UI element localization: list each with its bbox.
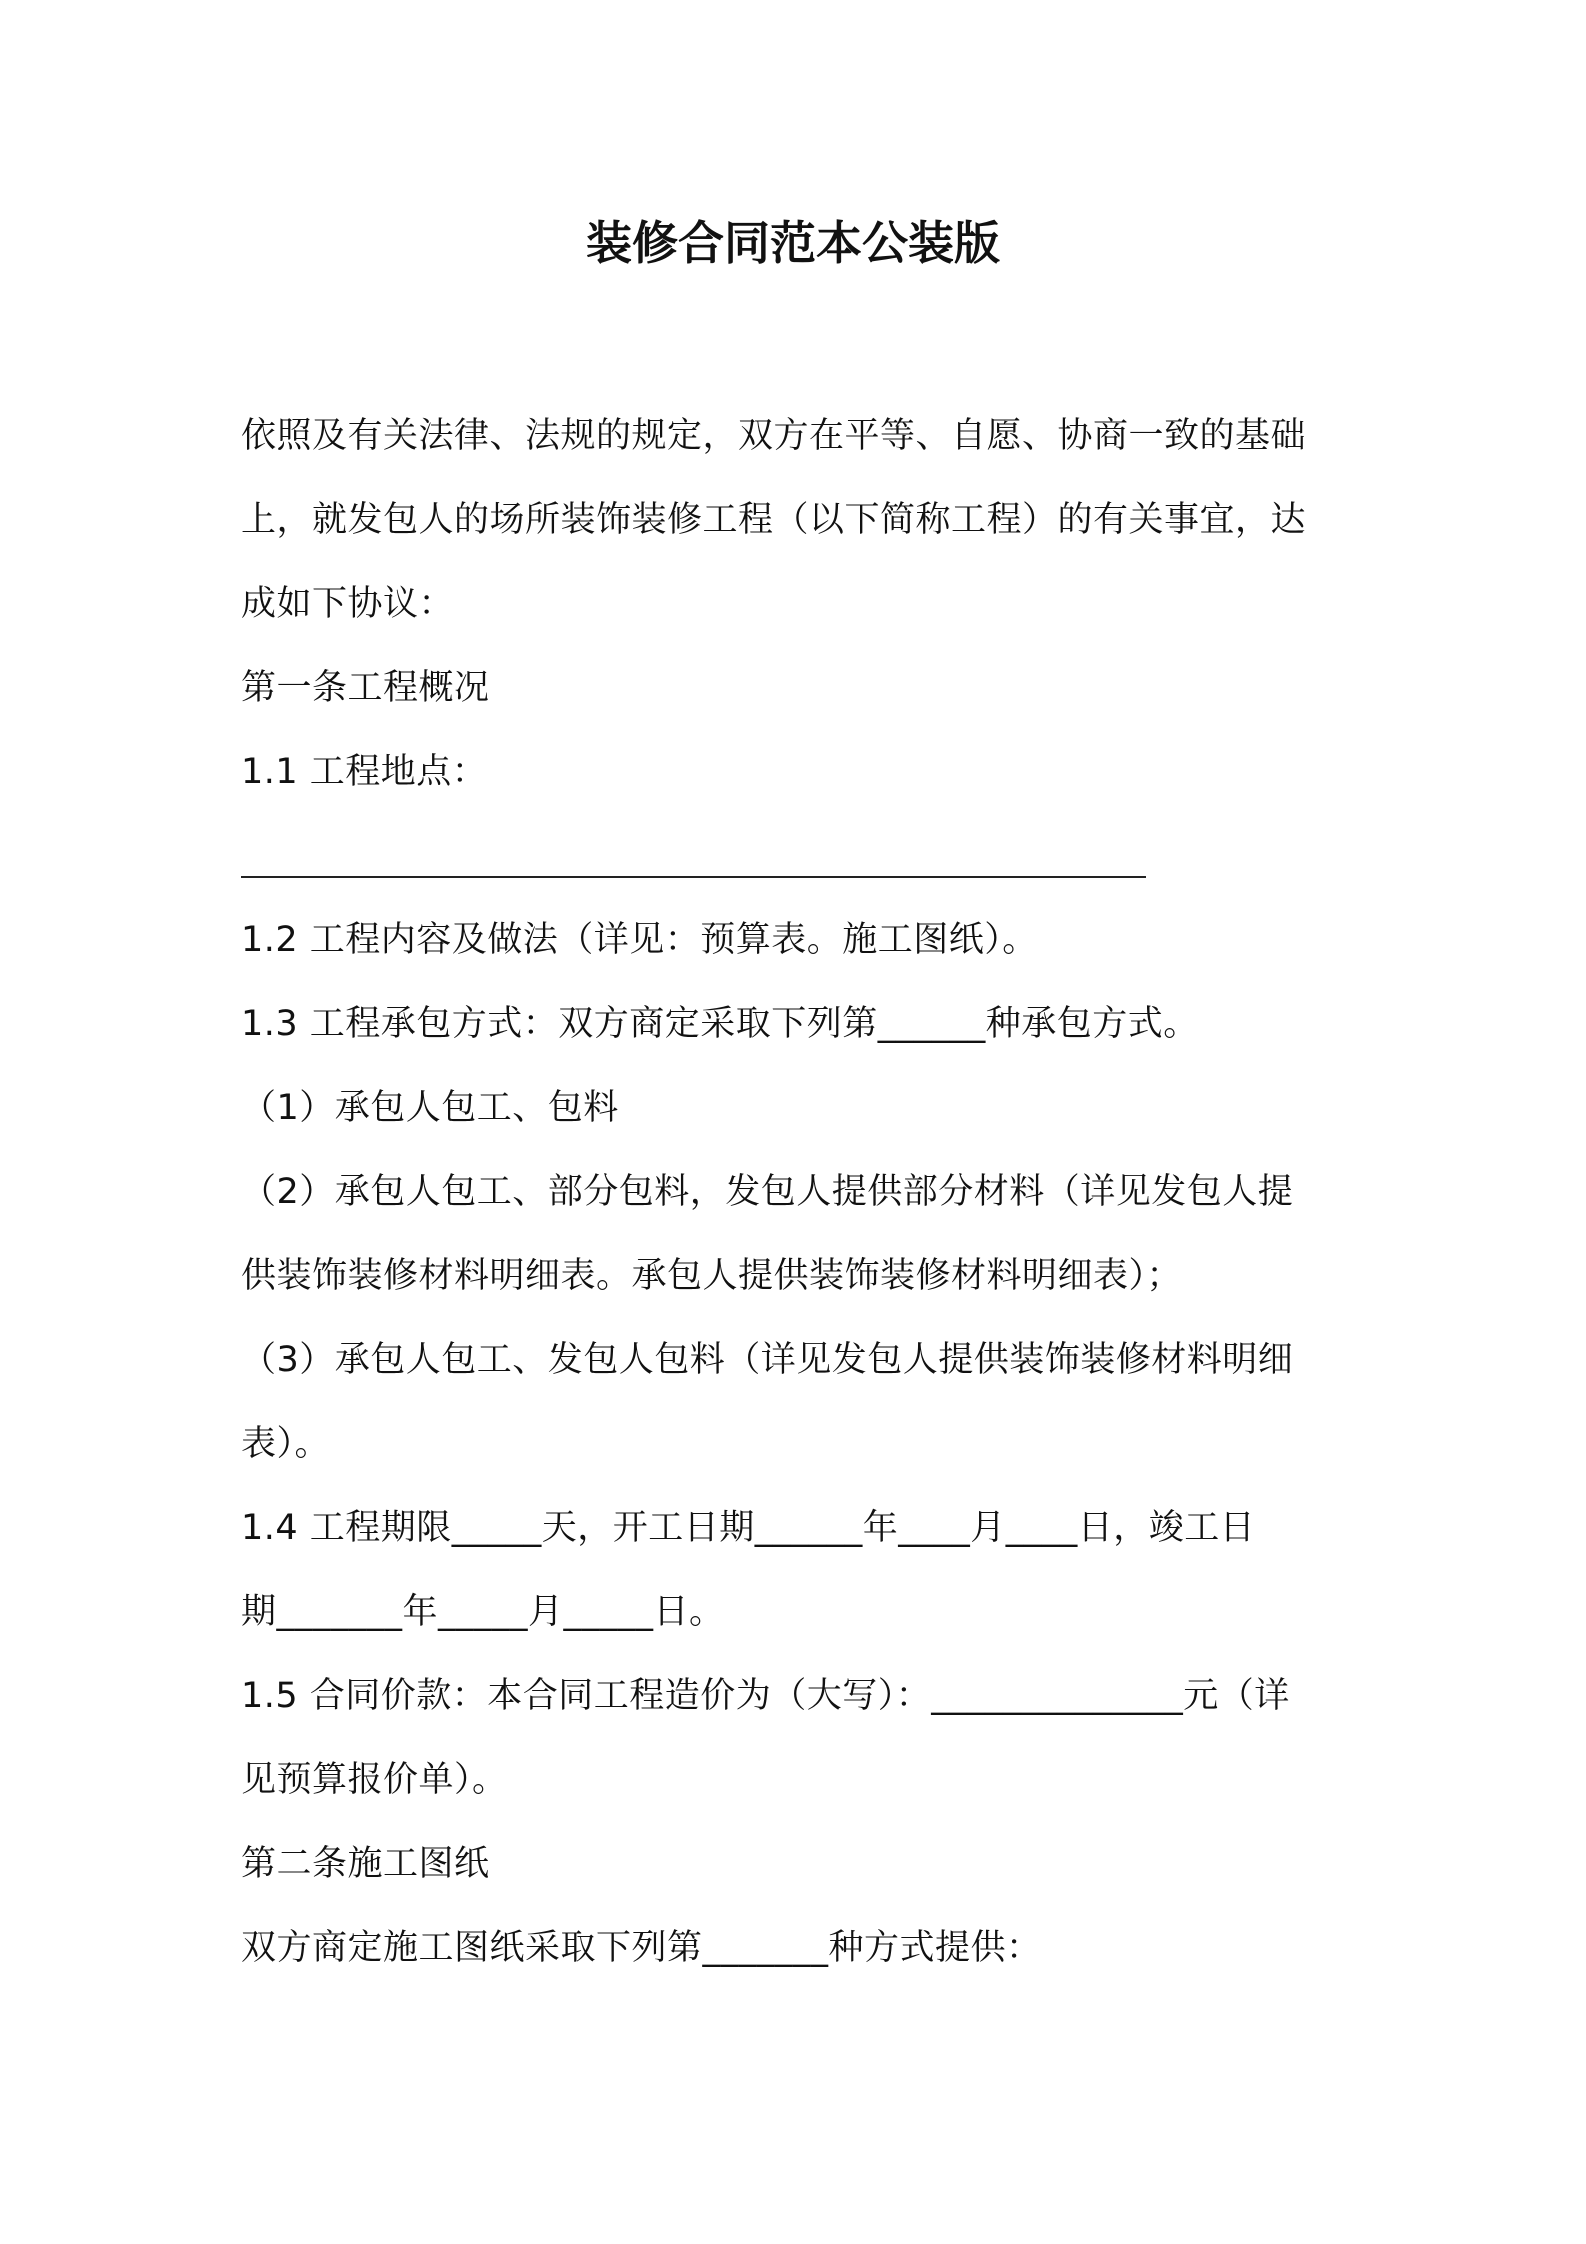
paragraph-line: 1.4 工程期限_____天，开工日期______年____月____日，竣工日 [241,1508,1256,1548]
paragraph-line: 上，就发包人的场所装饰装修工程（以下简称工程）的有关事宜，达 [241,500,1307,540]
section-heading: 第二条施工图纸 [241,1844,490,1884]
paragraph-line: 期_______年_____月_____日。 [241,1592,725,1632]
paragraph-line: 供装饰装修材料明细表。承包人提供装饰装修材料明细表）； [241,1256,1183,1296]
paragraph-line: 依照及有关法律、法规的规定，双方在平等、自愿、协商一致的基础 [241,416,1307,456]
paragraph-line: 1.2 工程内容及做法（详见：预算表。施工图纸）。 [241,920,1038,960]
list-item: （3）承包人包工、发包人包料（详见发包人提供装饰装修材料明细 [241,1340,1294,1380]
section-heading: 第一条工程概况 [241,668,490,708]
list-item: （1）承包人包工、包料 [241,1088,619,1128]
document-title: 装修合同范本公装版 [586,216,1000,270]
paragraph-line: 1.3 工程承包方式：双方商定采取下列第______种承包方式。 [241,1004,1199,1044]
paragraph-line: 1.5 合同价款：本合同工程造价为（大写）：______________元（详 [241,1676,1290,1716]
paragraph-line: 双方商定施工图纸采取下列第_______种方式提供： [241,1928,1042,1968]
fill-in-blank-line [241,876,1146,878]
paragraph-line: 见预算报价单）。 [241,1760,508,1800]
paragraph-line: 1.1 工程地点： [241,752,488,792]
paragraph-line: 表）。 [241,1424,331,1464]
paragraph-line: 成如下协议： [241,584,455,624]
list-item: （2）承包人包工、部分包料，发包人提供部分材料（详见发包人提 [241,1172,1294,1212]
